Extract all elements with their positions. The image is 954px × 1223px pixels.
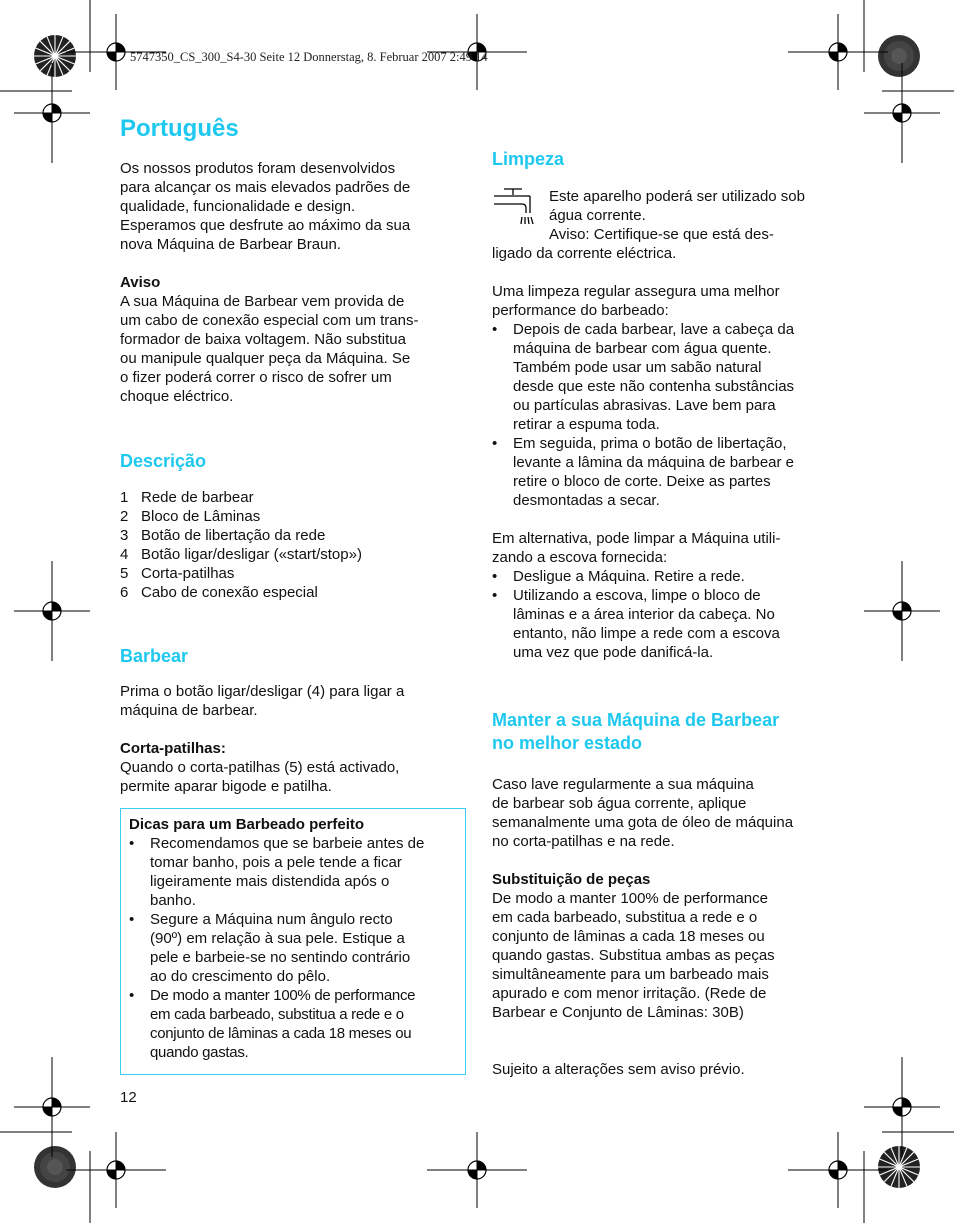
aviso-heading: Aviso [120,274,161,291]
tips-list [129,834,455,1062]
footer-note: Sujeito a alterações sem aviso prévio. [492,1061,745,1078]
list-item: • Segure a Máquina num ângulo recto (90º) em relação à sua pele. Estique a pele e barbeie-se no sentindo contrário ao do crescimento do pêlo. [129,910,455,986]
list-item: 6 Cabo de conexão especial [120,584,318,601]
intro-paragraph: Os nossos produtos foram desenvolvidos para alcançar os mais elevados padrões de qualidade, funcionalidade e design. Esperamos que desfrute ao máximo da sua nova Máquina de Barbear Braun. [120,160,411,253]
registration-disc-icon [34,1146,76,1188]
registration-star-icon [34,35,76,77]
substituicao-heading: Substituição de peças [492,871,651,888]
list-item: 3 Botão de libertação da rede [120,527,326,544]
corta-patilhas-section: Corta-patilhas: Quando o corta-patilhas (5) está activado, permite aparar bigode e patilha. [120,739,466,796]
list-item: • De modo a manter 100% de performance em cada barbeado, substitua a rede e o conjunto de lâminas a cada 18 meses ou quando gastas. [129,986,455,1062]
page-title: Português [120,115,239,142]
list-item: • Utilizando a escova, limpe o bloco de lâminas e a área interior da cabeça. No entanto, não limpe a rede com a escova uma vez que pode danificá-la. [492,586,837,662]
list-item: • Em seguida, prima o botão de libertação, levante a lâmina da máquina de barbear e retire o bloco de corte. Deixe as partes desmontadas a secar. [492,434,837,510]
manter-paragraph: Caso lave regularmente a sua máquina de barbear sob água corrente, aplique semanalmente uma gota de óleo de máquina no corta-patilhas e na rede. [492,776,794,850]
print-header: 5747350_CS_300_S4-30 Seite 12 Donnerstag, 8. Februar 2007 2:49 14 [130,50,488,64]
limpeza-regular: Uma limpeza regular assegura uma melhor performance do barbeado: • Depois de cada barbear, lave a cabeça da máquina de barbear com água quente. Também pode usar um sabão natural desde que este não contenha substâncias ou partículas abrasivas. Lave bem para retirar a espuma toda. • Em seguida, prima o botão de libertação, levante a lâmina da máquina de barbear e retire o bloco de corte. Deixe as partes desmontadas a secar. [492,282,837,510]
list-item: 5 Corta-patilhas [120,565,235,582]
list-item: 4 Botão ligar/desligar («start/stop») [120,546,362,563]
right-column: Limpeza Este aparelho poderá ser utilizado sob água corrente. Aviso: Certifique-se que está des- ligado da corrente eléctrica. Uma limpeza regular assegura uma melhor performance do barbeado: • Depois de cada barbear, lave a cabeça da máquina de barbear com água quente. Também pode usar um sabão natural desde que este não contenha substâncias ou partículas abrasivas. Lave bem para retirar a espuma toda. • Em seguida, prima o botão de libertação, levante a lâmina da máquina de barbear e retire o bloco de corte. Deixe as partes desmontadas a secar. Em alternativa, pode limpar a Máquina utili- zando a escova fornecida: • Desligue a Máquina. Retire a rede. • Utilizando a escova, limpe o bloco de lâminas e a área interior da cabeça. No entanto, não limpe a rede com a escova uma vez que pode danificá-la. Manter a sua Máquina de Barbear no melhor estado Caso lave regularmente a sua máquina de barbear sob água corrente, aplique semanalmente uma gota de óleo de máquina no corta-patilhas e na rede. Substituição de peças De modo a manter 100% de performance em cada barbeado, substitua a rede e o conjunto de lâminas a cada 18 meses ou quando gastas. Substitua ambas as peças simultâneamente para um barbeado mais apurado e com menor irritação. (Rede de Barbear e Conjunto de Lâminas: 30B) Sujeito a alterações sem aviso prévio. [492,148,837,1079]
left-column [120,115,466,1075]
barbear-paragraph: Prima o botão ligar/desligar (4) para ligar a máquina de barbear. [120,683,405,719]
corta-patilhas-heading: Corta-patilhas: [120,740,226,757]
substituicao-section: Substituição de peças De modo a manter 100% de performance em cada barbeado, substitua a rede e o conjunto de lâminas a cada 18 meses ou quando gastas. Substitua ambas as peças simultâneamente para um barbeado mais apurado e com menor irritação. (Rede de Barbear e Conjunto de Lâminas: 30B) [492,870,837,1022]
list-item: • Desligue a Máquina. Retire a rede. [492,567,837,586]
limpeza-alt-list [492,567,837,662]
list-item: 1 Rede de barbear [120,489,254,506]
running-water-icon [492,187,540,227]
aviso-section: Aviso A sua Máquina de Barbear vem provida de um cabo de conexão especial com um trans- formador de baixa voltagem. Não substitua ou manipule qualquer peça da Máquina. Se o fizer poderá correr o risco de sofrer um choque eléctrico. [120,273,466,406]
list-item: 2 Bloco de Lâminas [120,508,261,525]
registration-disc-icon [878,35,920,77]
manter-heading: Manter a sua Máquina de Barbear no melhor estado [492,710,780,753]
list-item: • Recomendamos que se barbeie antes de tomar banho, pois a pele tende a ficar ligeiramente mais distendida após o banho. [129,834,455,910]
descricao-heading: Descrição [120,451,207,471]
page-number: 12 [120,1089,137,1106]
descricao-list [120,488,466,602]
limpeza-regular-list [492,320,837,510]
limpeza-heading: Limpeza [492,149,565,169]
registration-star-icon [878,1146,920,1188]
limpeza-alternativa: Em alternativa, pode limpar a Máquina utili- zando a escova fornecida: • Desligue a Máquina. Retire a rede. • Utilizando a escova, limpe o bloco de lâminas e a área interior da cabeça. No entanto, não limpe a rede com a escova uma vez que pode danificá-la. [492,529,837,662]
tips-box [120,808,466,1075]
barbear-heading: Barbear [120,646,189,666]
list-item: • Depois de cada barbear, lave a cabeça da máquina de barbear com água quente. Também pode usar um sabão natural desde que este não contenha substâncias ou partículas abrasivas. Lave bem para retirar a espuma toda. [492,320,837,434]
faucet-note: Este aparelho poderá ser utilizado sob água corrente. Aviso: Certifique-se que está des- [492,187,837,244]
tips-heading: Dicas para um Barbeado perfeito [129,816,365,833]
